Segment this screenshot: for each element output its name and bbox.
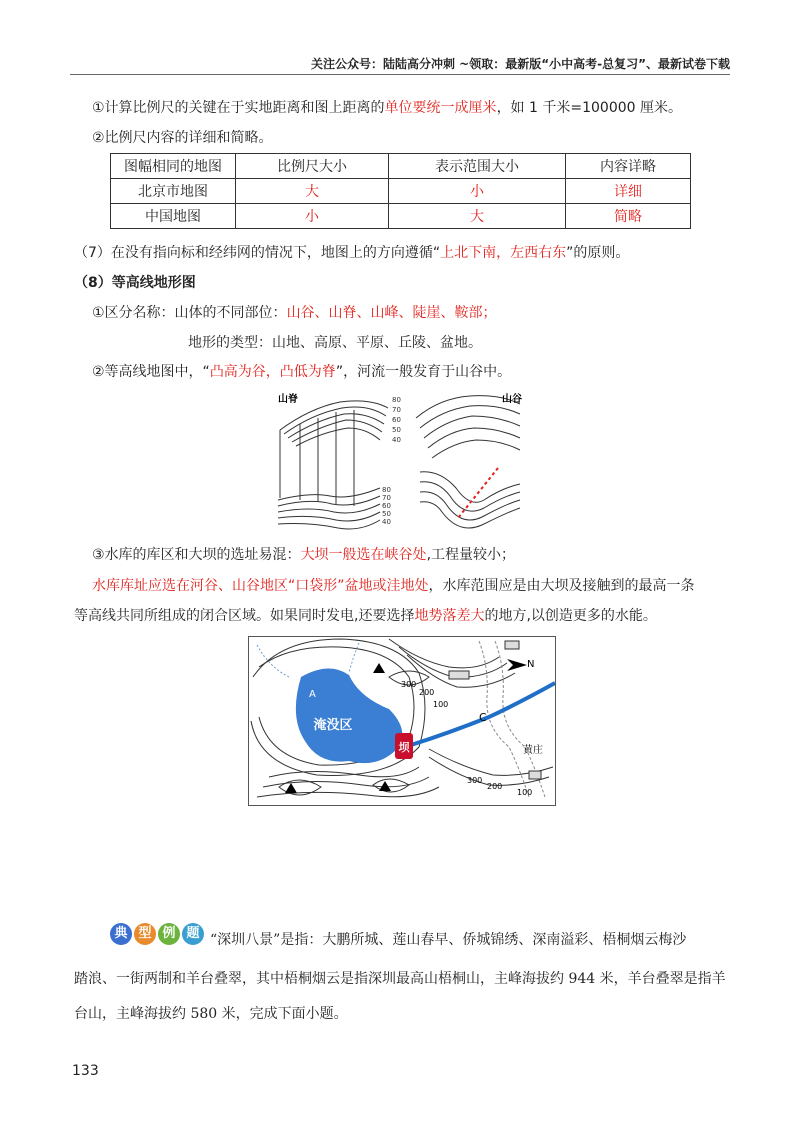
tick-label: 50 [392,426,401,434]
ridge-valley-figure [270,388,530,536]
highlight-text: 水库库址应选在河谷、山谷地区“口袋形”盆地或洼地处 [92,578,429,594]
reservoir-contour-map [249,637,555,805]
table-cell: 简略 [566,204,691,229]
badge-char: 例 [158,923,180,945]
tick-label: 70 [382,494,391,502]
text: 的地方,以创造更多的水能。 [484,608,657,624]
valley-label: 山谷 [502,394,522,405]
table-header-row [111,154,691,179]
badge-char: 型 [134,923,156,945]
highlight-text: 单位要统一成厘米 [384,100,497,116]
paragraph-contour-rule [92,362,511,382]
table-row [111,204,691,229]
paragraph-direction-rule [74,243,629,263]
example-line: “深圳八景”是指：大鹏所城、莲山春早、侨城锦绣、深南溢彩、梧桐烟云梅沙 [210,932,687,948]
section-heading: （8）等高线地形图 [74,275,196,291]
ridge-label: 山脊 [278,394,298,405]
text: 等高线共同所组成的闭合区域。如果同时发电,还要选择 [74,608,415,624]
highlight-text: 山谷、山脊、山峰、陡崖、鞍部； [286,305,497,321]
ridge-valley-diagram [270,388,530,536]
tick-label: 70 [392,406,401,414]
text: ”的原则。 [566,245,630,261]
highlight-text: 大坝一般选在峡谷处 [300,547,427,563]
text: ③水库的库区和大坝的选址易混： [92,547,301,563]
table-header-cell: 内容详略 [566,154,691,179]
text: ①区分名称：山体的不同部位： [92,305,287,321]
tick-label: 40 [382,518,391,526]
paragraph-reservoir-dam [92,545,515,565]
contour-label: 300 [467,776,483,785]
table-cell: 小 [389,179,566,204]
paragraph-landform-parts [92,303,497,323]
text: ”，河流一般发育于山谷中。 [335,364,512,380]
table-header-cell: 表示范围大小 [389,154,566,179]
highlight-text: 上北下南，左西右东 [440,245,567,261]
paragraph-landform-types: 地形的类型：山地、高原、平原、丘陵、盆地。 [188,335,482,351]
highlight-text: 凸高为谷，凸低为脊 [209,364,336,380]
paragraph-reservoir-site [92,576,695,596]
table-cell: 小 [236,204,389,229]
contour-label: 100 [517,788,533,797]
tick-label: 80 [392,396,401,404]
contour-label: 300 [401,680,417,689]
example-line: 踏浪、一街两制和羊台叠翠，其中梧桐烟云是指深圳最高山梧桐山，主峰海拔约 944 米，羊台叠翠是指羊 [74,971,726,987]
paragraph-scale-detail: ②比例尺内容的详细和简略。 [92,130,273,146]
contour-label: 200 [419,688,435,697]
table-row [111,179,691,204]
table-cell: 详细 [566,179,691,204]
badge-char: 典 [110,923,132,945]
example-line: 台山，主峰海拔约 580 米，完成下面小题。 [74,1006,348,1022]
flooded-area-label: 淹没区 [313,718,353,733]
header-divider [70,74,730,75]
text: ①计算比例尺的关键在于实地距离和图上距离的 [92,100,385,116]
paragraph-reservoir-energy [74,606,657,626]
tick-label: 50 [382,510,391,518]
text: （7）在没有指向标和经纬网的情况下，地图上的方向遵循“ [74,245,441,261]
table-cell: 北京市地图 [111,179,236,204]
page-number: 133 [72,1063,99,1079]
table-cell: 大 [236,179,389,204]
text: ②等高线地图中，“ [92,364,210,380]
scale-comparison-table [110,153,691,229]
tick-label: 80 [382,486,391,494]
text: ，如 1 千米=100000 厘米。 [496,100,682,116]
table-cell: 大 [389,204,566,229]
river-label: C [479,711,487,724]
tick-label: 60 [392,416,401,424]
dam-label: 坝 [398,741,410,754]
text: ，水库范围应是由大坝及接触到的最高一条 [428,578,695,594]
badge-char: 题 [182,923,204,945]
tick-label: 60 [382,502,391,510]
page-header: 关注公众号：陆陆高分冲刺 ~领取：最新版“小中高考-总复习”、最新试卷下载 [311,57,730,71]
contour-label: 100 [433,700,449,709]
table-header-cell: 比例尺大小 [236,154,389,179]
paragraph-scale-key [92,98,682,118]
village-label: 黄庄 [523,745,543,756]
tick-label: 40 [392,436,401,444]
example-badge [110,922,206,945]
text: ,工程量较小； [426,547,516,563]
point-a-label: A [309,689,316,700]
contour-label: 200 [487,782,503,791]
table-cell: 中国地图 [111,204,236,229]
highlight-text: 地势落差大 [414,608,485,624]
table-header-cell: 图幅相同的地图 [111,154,236,179]
reservoir-map-figure [248,636,556,806]
north-label: N [527,659,535,670]
